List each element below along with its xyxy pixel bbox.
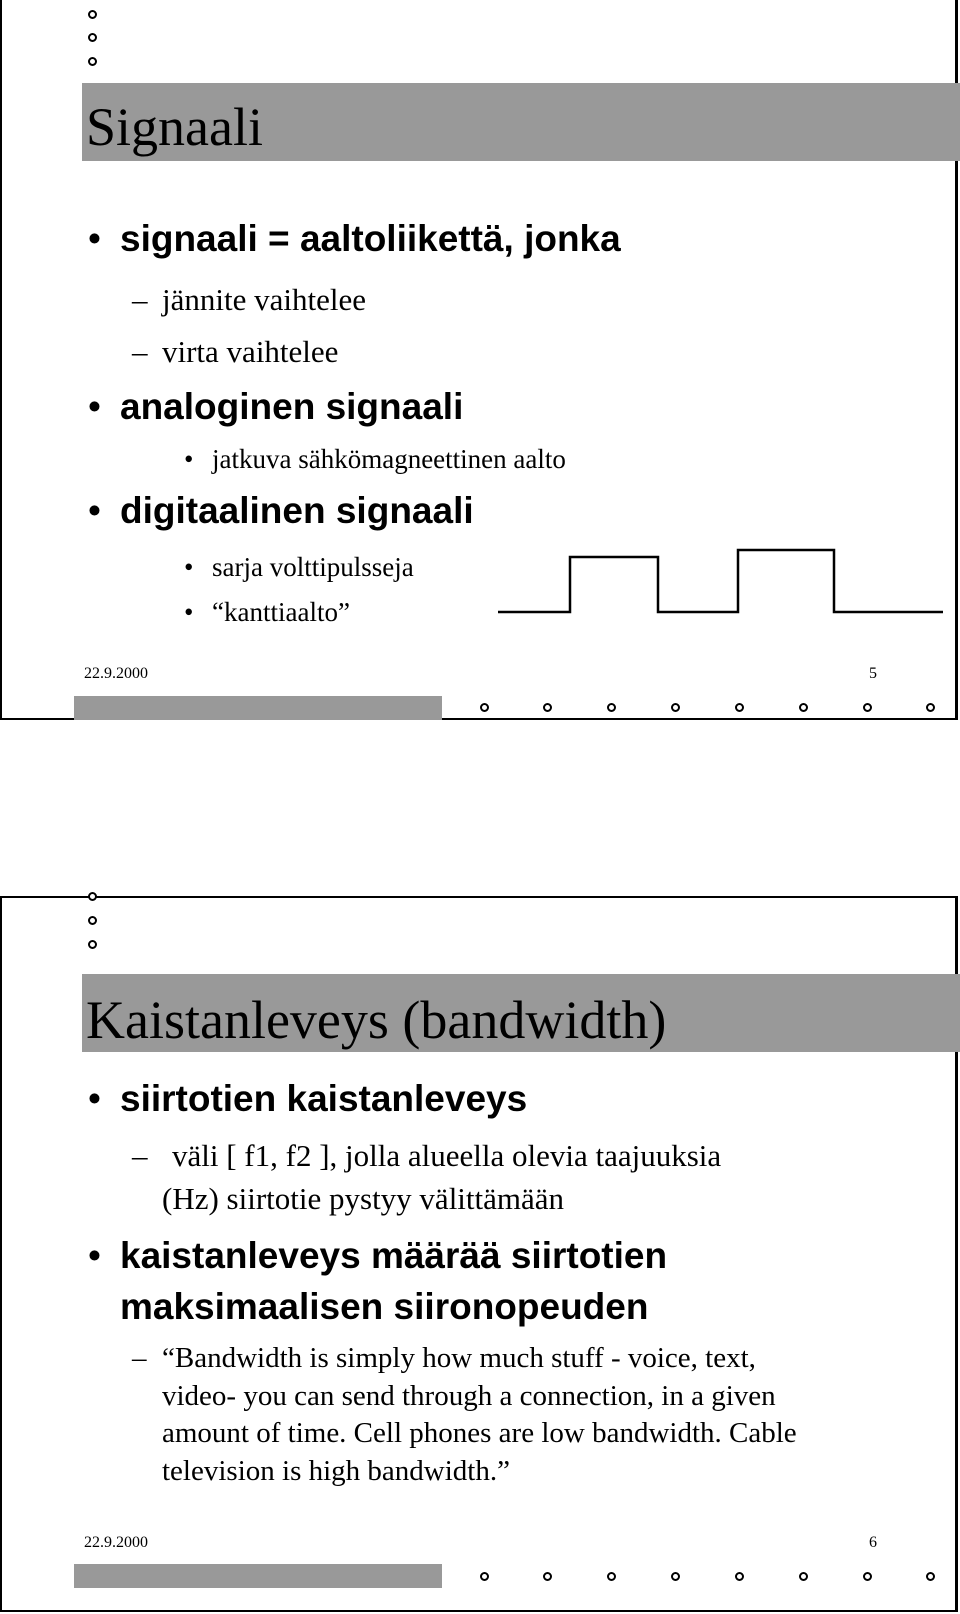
circle-decoration-icon [799,703,808,712]
slide-1 [0,0,958,720]
sub-bullet-item [132,1342,756,1375]
circle-decoration-icon [863,703,872,712]
sub-bullet-text: jännite vaihtelee [162,282,366,317]
sub-bullet-continuation: amount of time. Cell phones are low bandwidth. Cable [162,1417,797,1449]
sub-bullet-continuation: video- you can send through a connection, in a given [162,1380,776,1412]
bullet-icon: • [88,1078,101,1119]
circle-decoration-icon [88,916,97,925]
circle-decoration-icon [88,892,97,901]
bullet-icon: • [184,444,194,474]
bullet-icon: • [184,552,194,582]
circle-decoration-icon [671,703,680,712]
sub-bullet-text: virta vaihtelee [162,334,339,369]
dash-icon: – [132,334,148,369]
sub-bullet-item [132,1138,722,1174]
circle-decoration-icon [671,1572,680,1581]
circle-decoration-icon [543,1572,552,1581]
bullet-text: signaali = aaltoliikettä, jonka [120,218,621,259]
footer-bar [74,696,442,720]
bullet-item [88,1078,528,1120]
slide-title: Signaali [86,97,263,157]
circle-decoration-icon [926,1572,935,1581]
bullet-text: analoginen signaali [120,386,464,427]
circle-decoration-icon [607,1572,616,1581]
circle-decoration-icon [480,703,489,712]
slide-title: Kaistanleveys (bandwidth) [86,990,667,1050]
circle-decoration-icon [863,1572,872,1581]
sub-bullet-item [132,334,339,370]
circle-decoration-icon [88,57,97,66]
bullet-icon: • [88,218,101,259]
circle-decoration-icon [735,703,744,712]
sub-bullet-text: “Bandwidth is simply how much stuff - voice, text, [162,1342,756,1374]
circle-decoration-icon [607,703,616,712]
circle-decoration-icon [480,1572,489,1581]
circle-decoration-icon [799,1572,808,1581]
bullet-icon: • [88,1235,101,1276]
circle-decoration-icon [88,940,97,949]
bullet-text: kaistanleveys määrää siirtotien [120,1235,668,1276]
bullet-icon: • [88,490,101,531]
bullet-text: digitaalinen signaali [120,490,474,531]
footer-date: 22.9.2000 [84,1534,148,1551]
sub-bullet-item [184,444,566,475]
dash-icon: – [132,1138,148,1173]
bullet-item [88,490,474,532]
circle-decoration-icon [735,1572,744,1581]
dash-icon: – [132,1342,147,1374]
sub-bullet-item [184,552,414,583]
bullet-icon: • [88,386,101,427]
bullet-text: siirtotien kaistanleveys [120,1078,528,1119]
page-number: 5 [869,665,877,682]
bullet-icon: • [184,597,194,627]
bullet-item [88,1235,668,1277]
footer-bar [74,1564,442,1588]
bullet-item [88,218,621,260]
circle-decoration-icon [926,703,935,712]
bullet-continuation: maksimaalisen siironopeuden [120,1286,649,1327]
sub-bullet-item [184,597,350,628]
circle-decoration-icon [88,33,97,42]
sub-bullet-continuation: (Hz) siirtotie pystyy välittämään [162,1181,565,1216]
sub-bullet-text: sarja volttipulsseja [212,552,414,582]
sub-bullet-text: jatkuva sähkömagneettinen aalto [212,444,566,474]
sub-bullet-item [132,282,366,318]
dash-icon: – [132,282,148,317]
circle-decoration-icon [543,703,552,712]
sub-bullet-text: väli [ f1, f2 ], jolla alueella olevia taajuuksia [172,1138,722,1173]
bullet-item [88,386,464,428]
square-wave-icon [498,545,958,625]
circle-decoration-icon [88,10,97,19]
slide-2 [0,896,958,1612]
sub-bullet-text: “kanttiaalto” [212,597,350,627]
page-number: 6 [869,1534,877,1551]
sub-bullet-continuation: television is high bandwidth.” [162,1455,510,1487]
footer-date: 22.9.2000 [84,665,148,682]
